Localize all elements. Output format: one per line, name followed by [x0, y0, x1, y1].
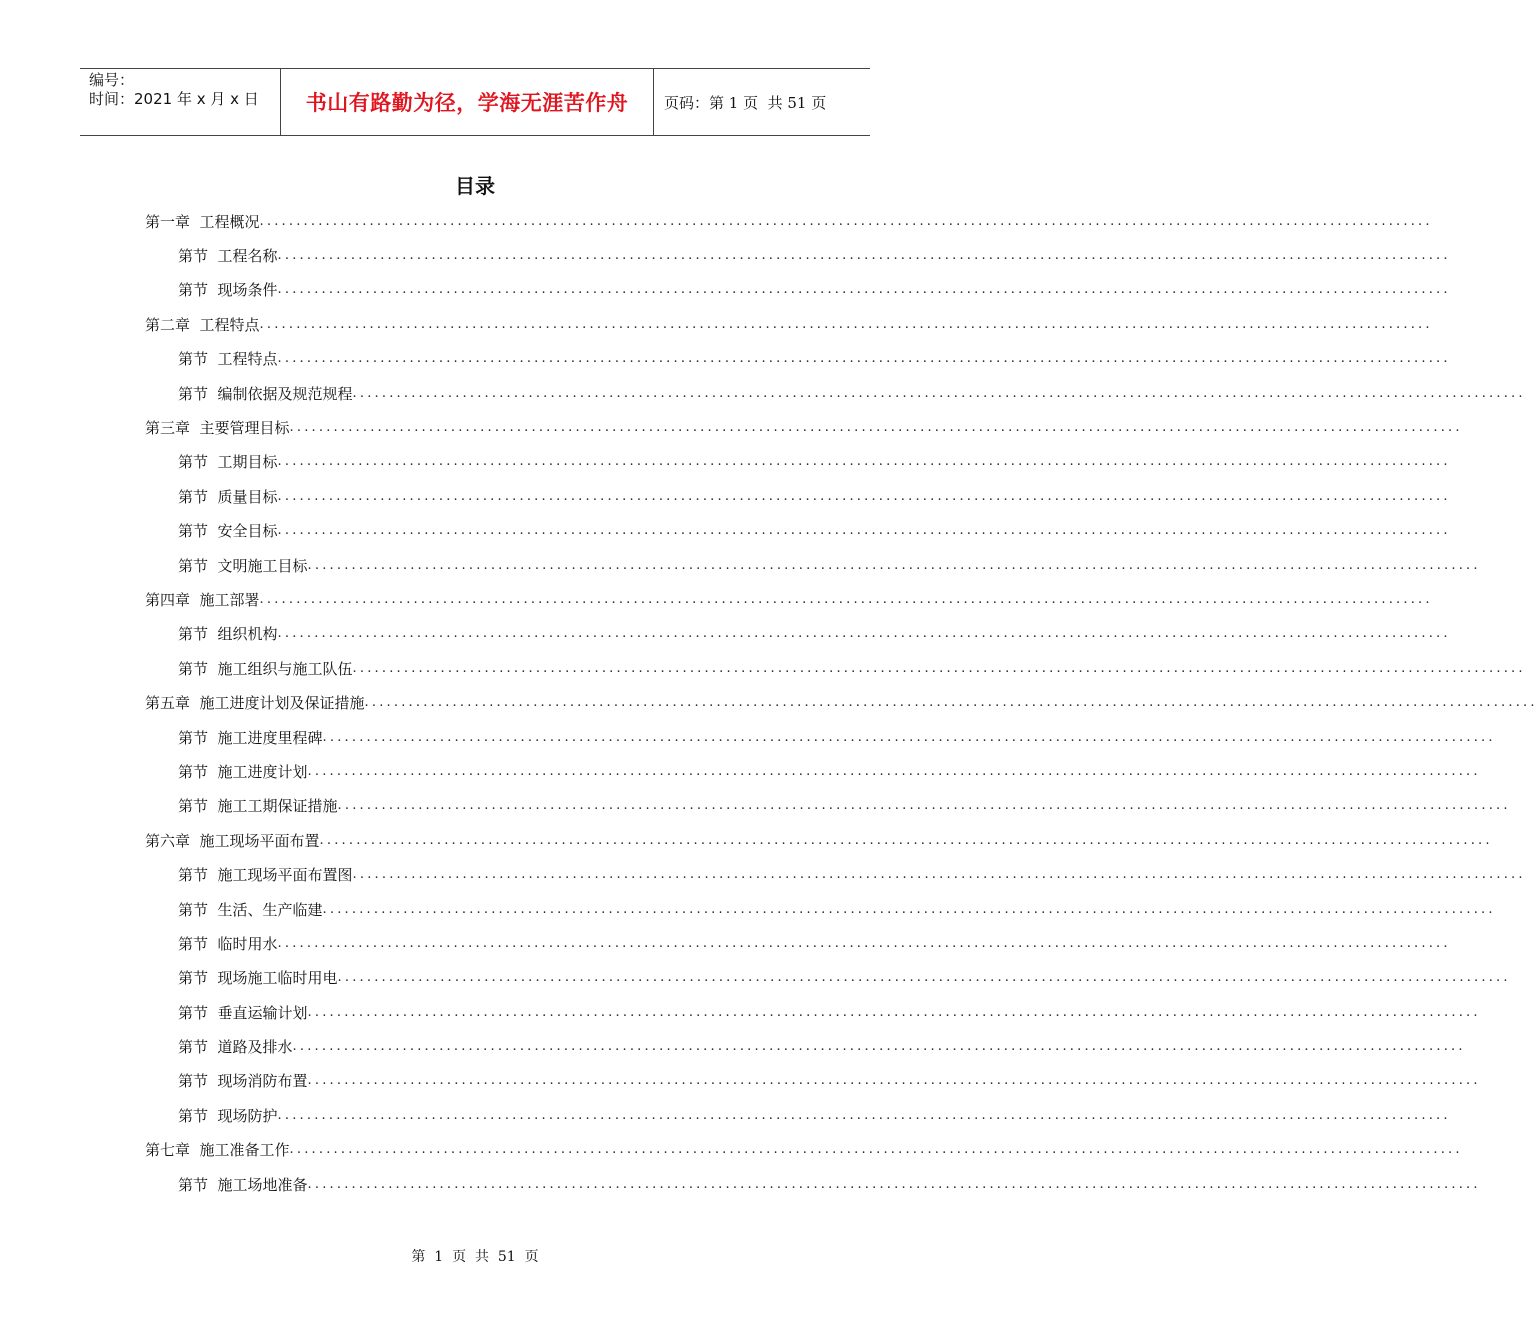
toc-leader-dots: ................................................................................................................................................................: [277, 1107, 1451, 1123]
toc-entry-label: 第三章 主要管理目标: [145, 419, 290, 438]
toc-entry-label: 第节 编制依据及规范规程: [178, 384, 353, 403]
toc-leader-dots: ................................................................................................................................................................: [259, 316, 1433, 332]
toc-leader-dots: ................................................................................................................................................................: [352, 660, 1526, 676]
document-header: [80, 68, 870, 136]
toc-section-entry[interactable]: [145, 514, 1451, 548]
toc-entry-label: 第七章 施工准备工作: [145, 1141, 290, 1160]
toc-entry-label: 第四章 施工部署: [145, 590, 260, 609]
toc-leader-dots: ................................................................................................................................................................: [322, 901, 1496, 917]
page-footer: 第 1 页 共 51 页: [411, 1249, 539, 1265]
toc-section-entry[interactable]: [145, 651, 1526, 685]
toc-section-entry[interactable]: [145, 1029, 1466, 1063]
toc-leader-dots: ................................................................................................................................................................: [337, 970, 1511, 986]
toc-section-entry[interactable]: [145, 789, 1511, 823]
toc-leader-dots: ................................................................................................................................................................: [307, 1073, 1481, 1089]
toc-section-entry[interactable]: [145, 548, 1481, 582]
toc-section-entry[interactable]: [145, 1098, 1451, 1132]
toc-leader-dots: ................................................................................................................................................................: [259, 213, 1433, 229]
toc-section-entry[interactable]: [145, 857, 1526, 891]
toc-entry-label: 第节 现场防护: [178, 1106, 278, 1125]
toc-entry-label: 第五章 施工进度计划及保证措施: [145, 694, 365, 713]
toc-entry-label: 第节 施工进度计划: [178, 762, 308, 781]
toc-section-entry[interactable]: [145, 1167, 1481, 1201]
document-number-label: 编号：: [89, 71, 135, 89]
toc-leader-dots: ................................................................................................................................................................: [277, 248, 1451, 264]
toc-chapter-entry[interactable]: [145, 204, 1433, 238]
toc-leader-dots: ................................................................................................................................................................: [337, 798, 1511, 814]
toc-section-entry[interactable]: [145, 720, 1496, 754]
toc-leader-dots: ................................................................................................................................................................: [277, 488, 1451, 504]
toc-leader-dots: ................................................................................................................................................................: [277, 523, 1451, 539]
toc-section-entry[interactable]: [145, 754, 1481, 788]
toc-leader-dots: ................................................................................................................................................................: [319, 832, 1493, 848]
toc-leader-dots: ................................................................................................................................................................: [322, 729, 1496, 745]
toc-section-entry[interactable]: [145, 479, 1451, 513]
toc-leader-dots: ................................................................................................................................................................: [289, 420, 1463, 436]
toc-section-entry[interactable]: [145, 1064, 1481, 1098]
toc-leader-dots: ................................................................................................................................................................: [277, 351, 1451, 367]
toc-entry-label: 第节 现场消防布置: [178, 1072, 308, 1091]
toc-leader-dots: ................................................................................................................................................................: [289, 1142, 1463, 1158]
toc-section-entry[interactable]: [145, 995, 1481, 1029]
toc-entry-label: 第节 质量目标: [178, 487, 278, 506]
header-page-info: 页码：第 1 页 共 51 页: [664, 93, 827, 112]
toc-section-entry[interactable]: [145, 273, 1451, 307]
toc-entry-label: 第节 施工组织与施工队伍: [178, 659, 353, 678]
toc-leader-dots: ................................................................................................................................................................: [352, 867, 1526, 883]
toc-leader-dots: ................................................................................................................................................................: [277, 454, 1451, 470]
toc-entry-label: 第一章 工程概况: [145, 212, 260, 231]
toc-leader-dots: ................................................................................................................................................................: [259, 591, 1433, 607]
header-meta-cell: [80, 69, 281, 135]
toc-leader-dots: ................................................................................................................................................................: [364, 695, 1538, 711]
toc-leader-dots: ................................................................................................................................................................: [307, 1004, 1481, 1020]
toc-section-entry[interactable]: [145, 445, 1451, 479]
table-of-contents: [145, 204, 1538, 1201]
document-time-label: 时间：2021 年 x 月 x 日: [89, 90, 259, 108]
toc-chapter-entry[interactable]: [145, 410, 1463, 444]
toc-entry-label: 第节 工程名称: [178, 247, 278, 266]
toc-section-entry[interactable]: [145, 892, 1496, 926]
toc-chapter-entry[interactable]: [145, 582, 1433, 616]
header-motto: 书山有路勤为径，学海无涯苦作舟: [281, 69, 654, 135]
toc-entry-label: 第节 现场条件: [178, 281, 278, 300]
toc-entry-label: 第节 工程特点: [178, 350, 278, 369]
toc-entry-label: 第二章 工程特点: [145, 315, 260, 334]
toc-section-entry[interactable]: [145, 376, 1526, 410]
toc-chapter-entry[interactable]: [145, 685, 1538, 719]
toc-title: 目录: [455, 174, 495, 198]
toc-leader-dots: ................................................................................................................................................................: [277, 282, 1451, 298]
toc-leader-dots: ................................................................................................................................................................: [352, 385, 1526, 401]
toc-entry-label: 第节 现场施工临时用电: [178, 969, 338, 988]
toc-section-entry[interactable]: [145, 961, 1511, 995]
toc-leader-dots: ................................................................................................................................................................: [307, 1176, 1481, 1192]
toc-entry-label: 第节 道路及排水: [178, 1038, 293, 1057]
toc-section-entry[interactable]: [145, 617, 1451, 651]
toc-entry-label: 第节 安全目标: [178, 522, 278, 541]
toc-entry-label: 第节 工期目标: [178, 453, 278, 472]
toc-entry-label: 第节 文明施工目标: [178, 556, 308, 575]
toc-chapter-entry[interactable]: [145, 823, 1493, 857]
toc-leader-dots: ................................................................................................................................................................: [307, 557, 1481, 573]
toc-entry-label: 第节 施工工期保证措施: [178, 797, 338, 816]
toc-leader-dots: ................................................................................................................................................................: [307, 763, 1481, 779]
toc-section-entry[interactable]: [145, 926, 1451, 960]
toc-leader-dots: ................................................................................................................................................................: [277, 626, 1451, 642]
toc-entry-label: 第节 施工进度里程碑: [178, 728, 323, 747]
toc-leader-dots: ................................................................................................................................................................: [277, 935, 1451, 951]
toc-entry-label: 第节 临时用水: [178, 934, 278, 953]
toc-entry-label: 第六章 施工现场平面布置: [145, 831, 320, 850]
toc-entry-label: 第节 生活、生产临建: [178, 900, 323, 919]
toc-entry-label: 第节 施工场地准备: [178, 1175, 308, 1194]
toc-chapter-entry[interactable]: [145, 1133, 1463, 1167]
toc-entry-label: 第节 组织机构: [178, 625, 278, 644]
toc-chapter-entry[interactable]: [145, 307, 1433, 341]
toc-entry-label: 第节 施工现场平面布置图: [178, 866, 353, 885]
toc-entry-label: 第节 垂直运输计划: [178, 1003, 308, 1022]
toc-section-entry[interactable]: [145, 238, 1451, 272]
toc-leader-dots: ................................................................................................................................................................: [292, 1039, 1466, 1055]
toc-section-entry[interactable]: [145, 342, 1451, 376]
